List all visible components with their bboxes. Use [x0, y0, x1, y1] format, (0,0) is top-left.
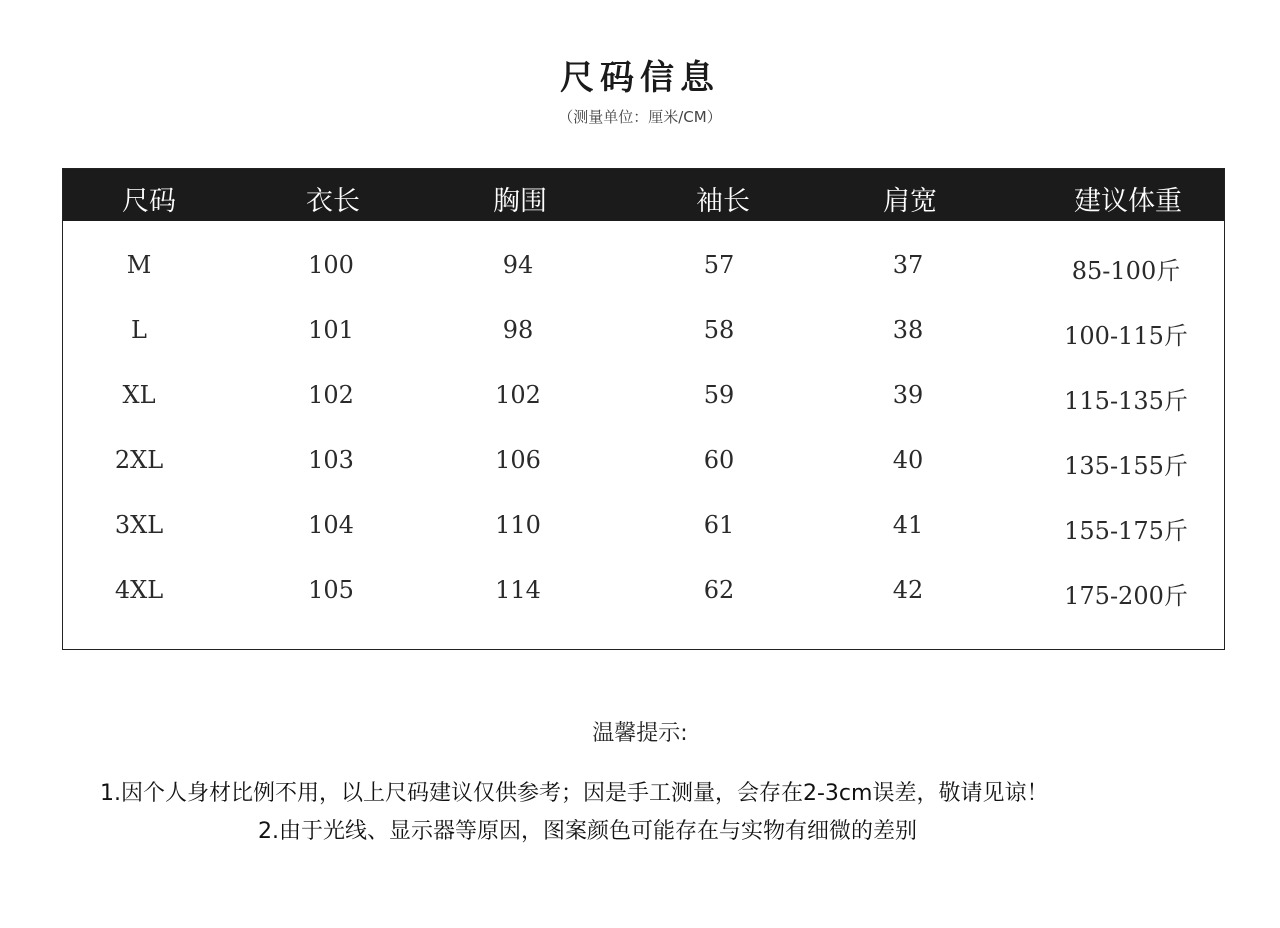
header-weight: 建议体重 [1074, 186, 1182, 217]
cell-length: 102 [308, 381, 354, 409]
cell-weight: 85-100斤 [1071, 257, 1181, 285]
cell-length: 101 [308, 316, 354, 344]
cell-size: XL [122, 381, 156, 409]
cell-sleeve: 58 [703, 316, 735, 344]
measurement-unit-note: （测量单位：厘米/CM） [558, 108, 722, 126]
cell-chest: 98 [502, 316, 534, 344]
cell-chest: 106 [495, 446, 541, 474]
table-row [63, 377, 1224, 417]
tip-note-1: 1.因个人身材比例不用，以上尺码建议仅供参考；因是手工测量，会存在2-3cm误差，敬请见谅！ [100, 781, 1049, 806]
cell-weight: 155-175斤 [1064, 517, 1188, 545]
cell-chest: 110 [495, 511, 541, 539]
cell-size: M [126, 251, 152, 279]
table-row [63, 247, 1224, 287]
size-table [62, 168, 1225, 650]
cell-shoulder: 41 [892, 511, 924, 539]
cell-shoulder: 38 [892, 316, 924, 344]
table-header-row [63, 169, 1224, 221]
cell-sleeve: 60 [703, 446, 735, 474]
tip-note-2: 2.由于光线、显示器等原因，图案颜色可能存在与实物有细微的差别 [258, 819, 917, 844]
cell-weight: 135-155斤 [1064, 452, 1188, 480]
table-row [63, 442, 1224, 482]
cell-shoulder: 39 [892, 381, 924, 409]
cell-length: 104 [308, 511, 354, 539]
cell-size: 2XL [114, 446, 164, 474]
header-sleeve: 袖长 [696, 186, 750, 217]
header-chest: 胸围 [493, 186, 547, 217]
table-row [63, 572, 1224, 612]
cell-sleeve: 61 [703, 511, 735, 539]
cell-size: 3XL [114, 511, 164, 539]
cell-chest: 114 [495, 576, 541, 604]
cell-length: 103 [308, 446, 354, 474]
cell-shoulder: 40 [892, 446, 924, 474]
cell-shoulder: 37 [892, 251, 924, 279]
cell-weight: 175-200斤 [1064, 582, 1188, 610]
cell-sleeve: 62 [703, 576, 735, 604]
cell-size: L [131, 316, 147, 344]
cell-weight: 100-115斤 [1064, 322, 1188, 350]
header-shoulder: 肩宽 [883, 186, 937, 217]
cell-sleeve: 59 [703, 381, 735, 409]
table-row [63, 507, 1224, 547]
page-title: 尺码信息 [560, 58, 720, 98]
cell-sleeve: 57 [703, 251, 735, 279]
cell-length: 100 [308, 251, 354, 279]
cell-length: 105 [308, 576, 354, 604]
cell-shoulder: 42 [892, 576, 924, 604]
tips-title: 温馨提示: [592, 721, 688, 746]
table-row [63, 312, 1224, 352]
cell-chest: 102 [495, 381, 541, 409]
cell-weight: 115-135斤 [1064, 387, 1188, 415]
cell-size: 4XL [114, 576, 164, 604]
header-size: 尺码 [122, 186, 176, 217]
header-length: 衣长 [306, 186, 360, 217]
cell-chest: 94 [502, 251, 534, 279]
